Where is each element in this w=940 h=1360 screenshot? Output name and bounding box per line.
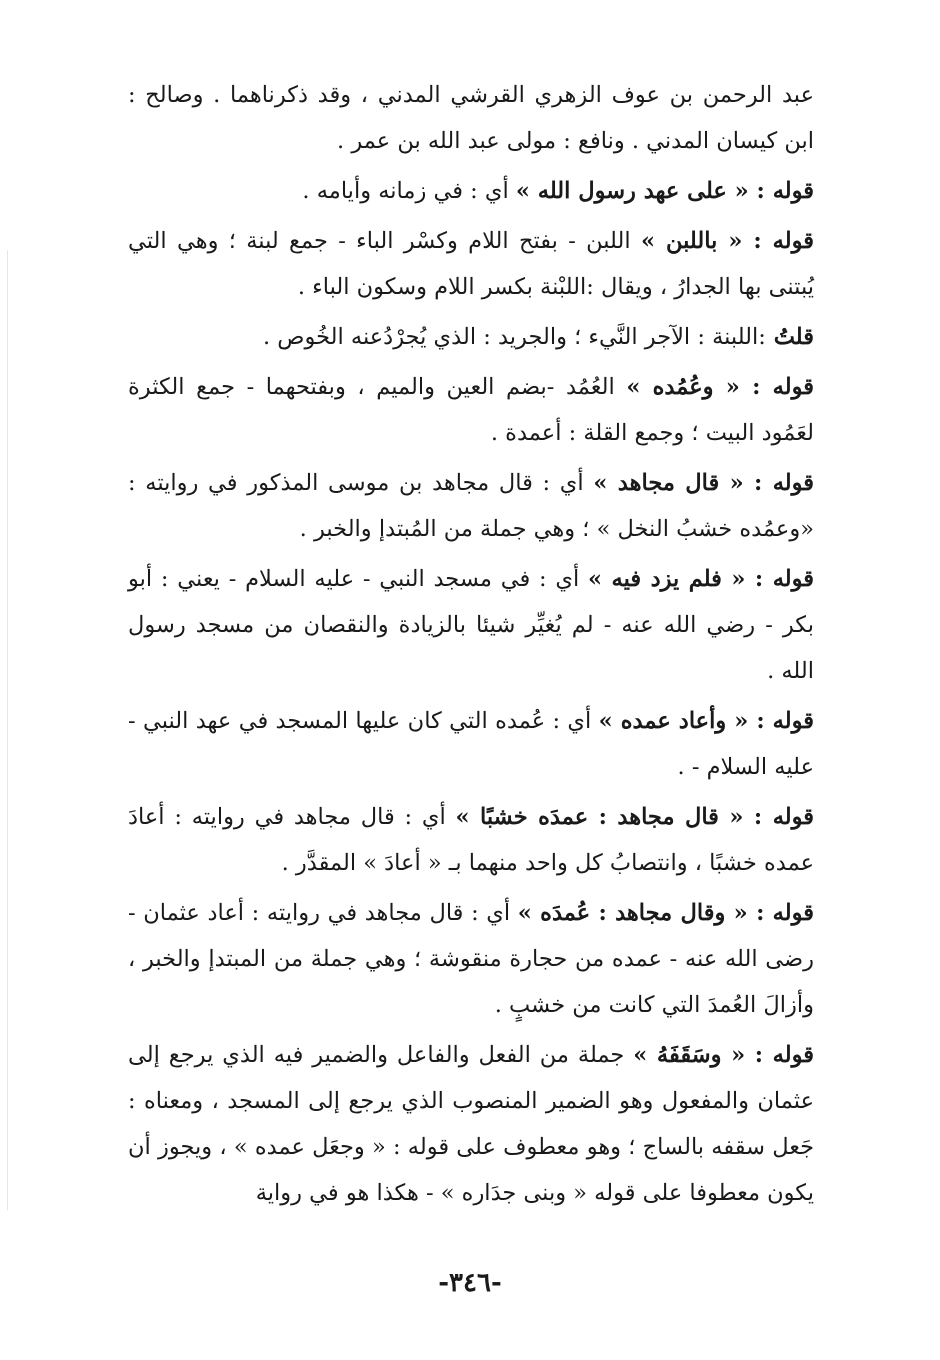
paragraph-text: اللبن - بفتح اللام وكسْر الباء - جمع لبنة ؛ وهي التي يُبتنى بها الجدارُ ، ويقال :اللبْنة بكسر اللام وسكون الباء . [128,228,814,300]
paragraph-text: أي : في مسجد النبي - عليه السلام - يعني : أبو بكر - رضي الله عنه - لم يُغيِّر شيئا بالزيادة والنقصان من مسجد رسول الله . [128,566,814,684]
paragraph-label: قوله : [739,374,814,400]
paragraph-label: قوله : [743,470,814,496]
paragraph-lemma: « قال مجاهد » [593,470,744,496]
paragraph-label: قوله : [747,900,814,926]
scan-edge-line [7,250,8,1210]
paragraph-lemma: « فلم يزد فيه » [588,566,746,592]
paragraph-label: قلتُ [765,324,814,350]
paragraph-text: عبد الرحمن بن عوف الزهري القرشي المدني ، وقد ذكرناهما . وصالح : ابن كيسان المدني . ونافع : مولى عبد الله بن عمر . [128,82,814,154]
paragraph-7 [128,556,814,694]
paragraph-text: أي : قال مجاهد في روايته : أعاد عثمان - رضى الله عنه - عمده من حجارة منقوشة ؛ وهي جملة من المبتدإ والخبر ، وأزالَ العُمدَ التي كانت من خشبٍ . [128,900,814,1018]
paragraph-11 [128,1032,814,1216]
paragraph-1 [128,72,814,164]
paragraph-text: العُمُد -بضم العين والميم ، وبفتحهما - جمع الكثرة لعَمُود البيت ؛ وجمع القلة : أعمدة . [128,374,814,446]
paragraph-lemma: « وسَقَفَهُ » [633,1042,746,1068]
paragraph-6 [128,460,814,552]
paragraph-lemma: « وأعاد عمده » [598,708,749,734]
paragraph-label: قوله : [742,228,814,254]
paragraph-4 [128,314,814,360]
paragraph-text: أي : قال مجاهد في روايته : أعادَ عمده خشبًا ، وانتصابُ كل واحد منهما بـ « أعادَ » المقدَّر . [128,804,814,876]
paragraph-lemma: « باللبن » [640,228,743,254]
main-text-block [128,72,814,1220]
paragraph-5 [128,364,814,456]
paragraph-lemma: « قال مجاهد : عمدَه خشبًا » [455,804,744,830]
paragraph-label: قوله : [745,1042,814,1068]
paragraph-10 [128,890,814,1028]
page-number: -٣٤٦- [438,1268,502,1298]
paragraph-2 [128,168,814,214]
paragraph-text: أي : قال مجاهد بن موسى المذكور في روايته : «وعمُده خشبُ النخل » ؛ وهي جملة من المُبتدإ والخبر . [128,470,814,542]
paragraph-8 [128,698,814,790]
paragraph-text: :اللبنة : الآجر النَّيء ؛ والجريد : الذي يُجرْدُعنه الخُوص . [262,324,766,350]
paragraph-lemma: « على عهد رسول الله » [515,178,749,204]
paragraph-label: قوله : [748,708,814,734]
paragraph-lemma: « وقال مجاهد : عُمدَه » [517,900,748,926]
paragraph-text: جملة من الفعل والفاعل والضمير فيه الذي يرجع إلى عثمان والمفعول وهو الضمير المنصوب الذي يرجع إلى المسجد ، ومعناه : جَعل سقفه بالساج ؛ وهو معطوف على قوله : « وجعَل عمده » ، ويجوز أن يكون معطوفا على قوله « وبنى جدَاره » - هكذا هو في رواية [128,1042,814,1206]
paragraph-text: أي : في زمانه وأيامه . [302,178,516,204]
paragraph-3 [128,218,814,310]
paragraph-label: قوله : [745,566,814,592]
paragraph-lemma: « وعُمُده » [626,374,740,400]
paragraph-text: أي : عُمده التي كان عليها المسجد في عهد النبي - عليه السلام - . [128,708,814,780]
paragraph-label: قوله : [748,178,814,204]
paragraph-9 [128,794,814,886]
paragraph-label: قوله : [743,804,815,830]
